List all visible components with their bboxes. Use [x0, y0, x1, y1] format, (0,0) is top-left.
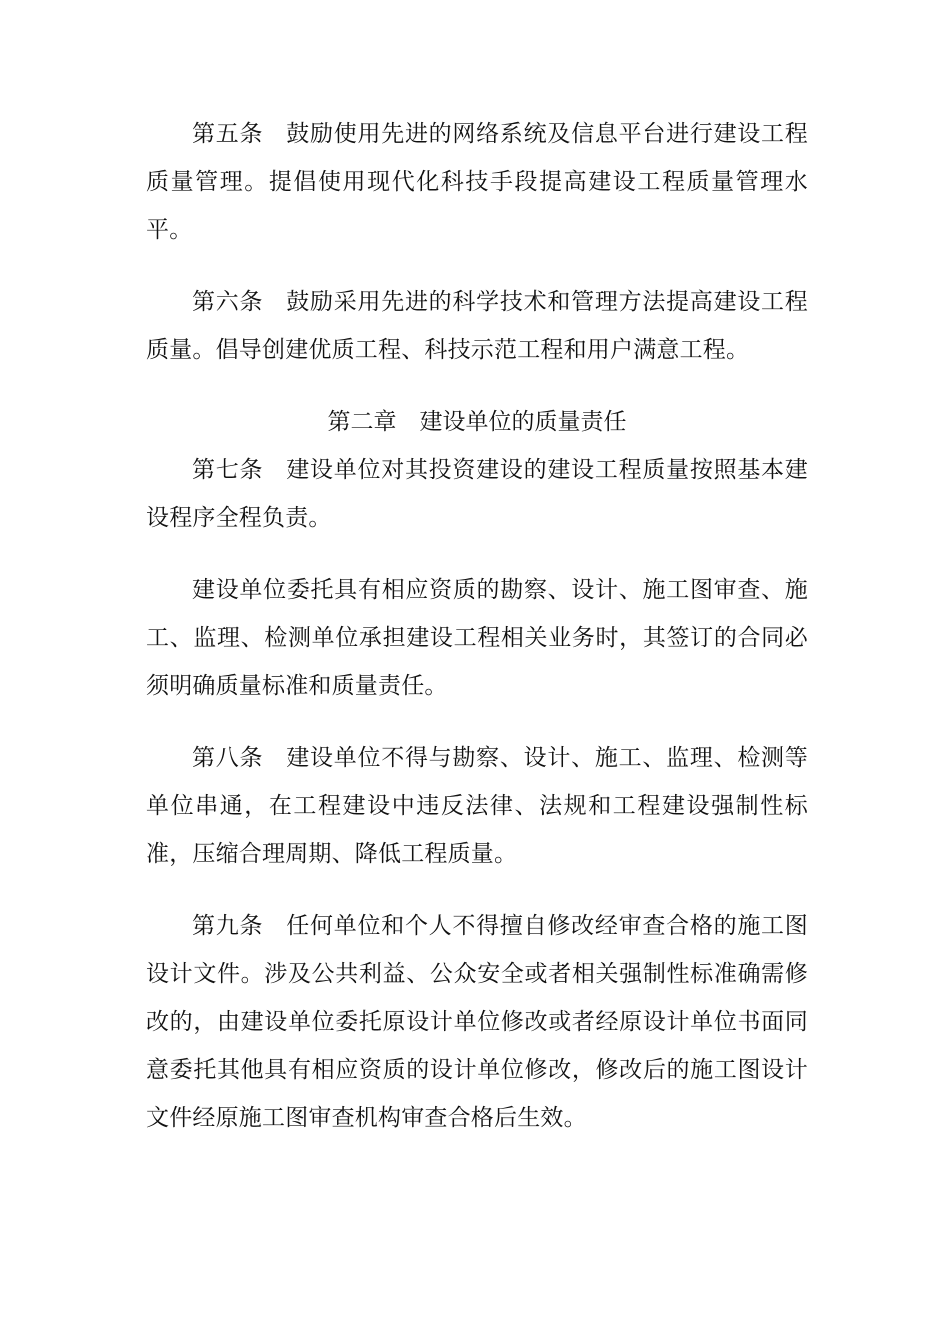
article-7 — [146, 446, 808, 542]
article-text: 鼓励采用先进的科学技术和管理方法提高建设工程质量。倡导创建优质工程、科技示范工程和用户满意工程。 — [146, 289, 808, 363]
article-number: 第五条 — [192, 121, 264, 147]
article-text: 任何单位和个人不得擅自修改经审查合格的施工图设计文件。涉及公共利益、公众安全或者相关强制性标准确需修改的，由建设单位委托原设计单位修改或者经原设计单位书面同意委托其他具有相应资质的设计单位修改，修改后的施工图设计文件经原施工图审查机构审查合格后生效。 — [146, 913, 808, 1131]
article-number: 第九条 — [192, 913, 264, 939]
article-number: 第六条 — [192, 289, 264, 315]
chapter-title: 建设单位的质量责任 — [419, 409, 627, 435]
document-page — [146, 110, 808, 1142]
chapter-number: 第二章 — [327, 409, 397, 435]
chapter-heading — [146, 398, 808, 446]
article-text: 鼓励使用先进的网络系统及信息平台进行建设工程质量管理。提倡使用现代化科技手段提高建设工程质量管理水平。 — [146, 121, 808, 243]
article-text: 建设单位委托具有相应资质的勘察、设计、施工图审查、施工、监理、检测单位承担建设工程相关业务时，其签订的合同必须明确质量标准和质量责任。 — [146, 577, 808, 699]
article-6 — [146, 278, 808, 374]
article-number: 第八条 — [192, 745, 264, 771]
article-8 — [146, 734, 808, 878]
article-7-paragraph-2 — [146, 566, 808, 710]
article-9 — [146, 902, 808, 1142]
article-text: 建设单位不得与勘察、设计、施工、监理、检测等单位串通，在工程建设中违反法律、法规和工程建设强制性标准，压缩合理周期、降低工程质量。 — [146, 745, 808, 867]
article-number: 第七条 — [192, 457, 264, 483]
article-5 — [146, 110, 808, 254]
article-text: 建设单位对其投资建设的建设工程质量按照基本建设程序全程负责。 — [146, 457, 808, 531]
